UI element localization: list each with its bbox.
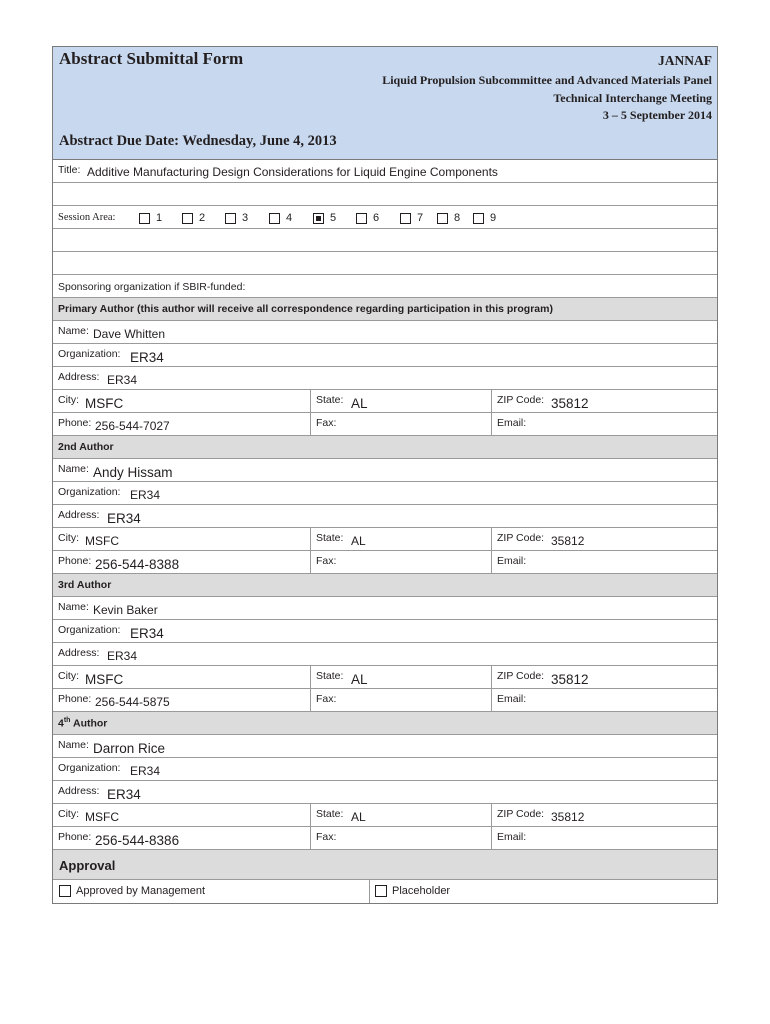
session-checkbox-3[interactable] xyxy=(225,213,236,224)
session-option-label: 7 xyxy=(417,212,424,224)
session-checkbox-5[interactable] xyxy=(313,213,324,224)
author-heading: 2nd Author xyxy=(58,441,114,453)
author-location-row xyxy=(53,390,717,413)
fax-label: Fax: xyxy=(316,417,337,429)
city-input[interactable]: MSFC xyxy=(85,396,124,411)
placeholder-option[interactable] xyxy=(375,885,450,897)
zip-cell xyxy=(491,390,719,412)
email-label: Email: xyxy=(497,555,527,567)
zip-cell xyxy=(491,804,719,826)
author-address-input[interactable]: ER34 xyxy=(107,373,138,387)
title-input[interactable]: Additive Manufacturing Design Considerations for Liquid Engine Components xyxy=(87,165,498,179)
address-label: Address: xyxy=(58,785,100,797)
author-address-input[interactable]: ER34 xyxy=(107,649,138,663)
state-label: State: xyxy=(316,670,344,682)
session-option-6[interactable] xyxy=(356,212,379,224)
session-option-label: 5 xyxy=(330,212,337,224)
session-option-4[interactable] xyxy=(269,212,292,224)
approval-header xyxy=(53,850,717,880)
title-row xyxy=(53,160,717,183)
address-label: Address: xyxy=(58,371,100,383)
author-heading: Primary Author (this author will receive all correspondence regarding participation in this program) xyxy=(58,303,553,315)
author-address-row xyxy=(53,505,717,528)
session-option-label: 6 xyxy=(373,212,380,224)
title-row-2[interactable] xyxy=(53,183,717,206)
zip-input[interactable]: 35812 xyxy=(551,672,589,687)
author-address-row xyxy=(53,781,717,804)
meeting-line-1: Liquid Propulsion Subcommittee and Advanced Materials Panel xyxy=(382,73,712,87)
fax-cell xyxy=(310,413,491,435)
session-checkbox-7[interactable] xyxy=(400,213,411,224)
placeholder-label: Placeholder xyxy=(392,885,451,897)
author-location-row xyxy=(53,804,717,827)
author-name-row xyxy=(53,735,717,758)
author-organization-row xyxy=(53,758,717,781)
session-option-5[interactable] xyxy=(313,212,336,224)
author-name-input[interactable]: Kevin Baker xyxy=(93,603,158,617)
sponsoring-row xyxy=(53,275,717,298)
approval-cell-1 xyxy=(53,880,369,903)
state-label: State: xyxy=(316,808,344,820)
email-label: Email: xyxy=(497,831,527,843)
session-option-label: 3 xyxy=(242,212,249,224)
session-option-label: 4 xyxy=(286,212,293,224)
session-checkbox-6[interactable] xyxy=(356,213,367,224)
meeting-dates: 3 – 5 September 2014 xyxy=(602,108,712,122)
zip-label: ZIP Code: xyxy=(497,808,545,820)
zip-cell xyxy=(491,666,719,688)
fax-label: Fax: xyxy=(316,555,337,567)
author-heading-row xyxy=(53,574,717,597)
author-location-row xyxy=(53,666,717,689)
organization-label: Organization: xyxy=(58,348,121,360)
form-title: Abstract Submittal Form xyxy=(59,49,244,68)
zip-input[interactable]: 35812 xyxy=(551,396,589,411)
phone-input[interactable]: 256-544-7027 xyxy=(95,419,170,433)
author-contact-row xyxy=(53,551,717,574)
email-cell xyxy=(491,689,719,711)
zip-label: ZIP Code: xyxy=(497,532,545,544)
name-label: Name: xyxy=(58,325,89,337)
session-row xyxy=(53,206,717,229)
session-blank-row-2[interactable] xyxy=(53,252,717,275)
zip-label: ZIP Code: xyxy=(497,394,545,406)
author-block xyxy=(53,298,717,436)
authors-section xyxy=(53,298,717,850)
session-option-9[interactable] xyxy=(473,212,496,224)
author-name-row xyxy=(53,321,717,344)
city-input[interactable]: MSFC xyxy=(85,672,124,687)
author-organization-input[interactable]: ER34 xyxy=(130,764,161,778)
sponsoring-label: Sponsoring organization if SBIR-funded: xyxy=(58,281,246,293)
email-cell xyxy=(491,413,719,435)
due-date: Abstract Due Date: Wednesday, June 4, 2013 xyxy=(59,133,337,149)
author-address-row xyxy=(53,367,717,390)
phone-label: Phone: xyxy=(58,555,92,567)
city-cell xyxy=(53,666,310,688)
state-input[interactable]: AL xyxy=(351,672,368,687)
session-option-label: 2 xyxy=(199,212,206,224)
author-address-input[interactable]: ER34 xyxy=(107,787,141,802)
city-label: City: xyxy=(58,808,79,820)
session-option-8[interactable] xyxy=(437,212,460,224)
session-option-3[interactable] xyxy=(225,212,248,224)
fax-cell xyxy=(310,827,491,849)
author-heading-row xyxy=(53,436,717,459)
author-block xyxy=(53,436,717,574)
session-checkbox-8[interactable] xyxy=(437,213,448,224)
city-cell xyxy=(53,390,310,412)
phone-label: Phone: xyxy=(58,831,92,843)
name-label: Name: xyxy=(58,739,89,751)
zip-input[interactable]: 35812 xyxy=(551,534,585,548)
session-checkbox-9[interactable] xyxy=(473,213,484,224)
author-name-input[interactable]: Dave Whitten xyxy=(93,327,166,341)
author-name-row xyxy=(53,597,717,620)
approval-row xyxy=(53,880,717,903)
org-name: JANNAF xyxy=(658,53,712,68)
meeting-line-2: Technical Interchange Meeting xyxy=(553,91,712,105)
phone-cell xyxy=(53,413,310,435)
zip-input[interactable]: 35812 xyxy=(551,810,585,824)
address-label: Address: xyxy=(58,509,100,521)
author-organization-row xyxy=(53,620,717,643)
session-checkbox-1[interactable] xyxy=(139,213,150,224)
author-contact-row xyxy=(53,689,717,712)
author-name-input[interactable]: Andy Hissam xyxy=(93,465,173,480)
fax-cell xyxy=(310,689,491,711)
author-heading: 3rd Author xyxy=(58,579,112,591)
organization-label: Organization: xyxy=(58,486,121,498)
session-option-1[interactable] xyxy=(139,212,162,224)
state-cell xyxy=(310,528,491,550)
state-cell xyxy=(310,804,491,826)
approved-checkbox[interactable] xyxy=(59,885,71,897)
abstract-form xyxy=(52,46,718,904)
phone-cell xyxy=(53,827,310,849)
approved-label: Approved by Management xyxy=(76,885,206,897)
author-contact-row xyxy=(53,827,717,850)
author-heading-row xyxy=(53,712,717,735)
state-input[interactable]: AL xyxy=(351,534,366,548)
phone-input[interactable]: 256-544-8388 xyxy=(95,557,180,572)
author-organization-input[interactable]: ER34 xyxy=(130,626,164,641)
fax-cell xyxy=(310,551,491,573)
email-cell xyxy=(491,827,719,849)
phone-cell xyxy=(53,689,310,711)
phone-input[interactable]: 256-544-8386 xyxy=(95,833,180,848)
author-heading-row xyxy=(53,298,717,321)
author-address-row xyxy=(53,643,717,666)
city-label: City: xyxy=(58,394,79,406)
zip-label: ZIP Code: xyxy=(497,670,545,682)
zip-cell xyxy=(491,528,719,550)
author-location-row xyxy=(53,528,717,551)
phone-label: Phone: xyxy=(58,417,92,429)
form-header xyxy=(53,47,717,160)
email-label: Email: xyxy=(497,417,527,429)
approval-cell-2 xyxy=(369,880,719,903)
session-option-label: 9 xyxy=(490,212,497,224)
email-cell xyxy=(491,551,719,573)
city-input[interactable]: MSFC xyxy=(85,534,119,548)
state-cell xyxy=(310,666,491,688)
session-option-label: 8 xyxy=(454,212,461,224)
city-label: City: xyxy=(58,532,79,544)
organization-label: Organization: xyxy=(58,762,121,774)
session-checkbox-4[interactable] xyxy=(269,213,280,224)
author-organization-input[interactable]: ER34 xyxy=(130,350,164,365)
approved-by-management[interactable] xyxy=(59,885,205,897)
state-input[interactable]: AL xyxy=(351,396,368,411)
fax-label: Fax: xyxy=(316,693,337,705)
session-label: Session Area: xyxy=(58,212,116,223)
approval-title: Approval xyxy=(59,858,116,873)
name-label: Name: xyxy=(58,601,89,613)
phone-cell xyxy=(53,551,310,573)
organization-label: Organization: xyxy=(58,624,121,636)
author-heading: 4th Author xyxy=(58,717,108,730)
author-block xyxy=(53,712,717,850)
session-option-7[interactable] xyxy=(400,212,423,224)
address-label: Address: xyxy=(58,647,100,659)
email-label: Email: xyxy=(497,693,527,705)
session-blank-row-1[interactable] xyxy=(53,229,717,252)
phone-input[interactable]: 256-544-5875 xyxy=(95,695,170,709)
city-cell xyxy=(53,528,310,550)
state-input[interactable]: AL xyxy=(351,810,366,824)
city-label: City: xyxy=(58,670,79,682)
placeholder-checkbox[interactable] xyxy=(375,885,387,897)
author-organization-row xyxy=(53,482,717,505)
session-checkbox-2[interactable] xyxy=(182,213,193,224)
phone-label: Phone: xyxy=(58,693,92,705)
fax-label: Fax: xyxy=(316,831,337,843)
state-label: State: xyxy=(316,394,344,406)
author-block xyxy=(53,574,717,712)
state-label: State: xyxy=(316,532,344,544)
city-input[interactable]: MSFC xyxy=(85,810,119,824)
session-option-label: 1 xyxy=(156,212,163,224)
name-label: Name: xyxy=(58,463,89,475)
author-organization-input[interactable]: ER34 xyxy=(130,488,161,502)
session-option-2[interactable] xyxy=(182,212,205,224)
author-name-row xyxy=(53,459,717,482)
title-label: Title: xyxy=(58,164,81,176)
author-organization-row xyxy=(53,344,717,367)
city-cell xyxy=(53,804,310,826)
author-name-input[interactable]: Darron Rice xyxy=(93,741,166,756)
author-contact-row xyxy=(53,413,717,436)
state-cell xyxy=(310,390,491,412)
author-address-input[interactable]: ER34 xyxy=(107,511,141,526)
